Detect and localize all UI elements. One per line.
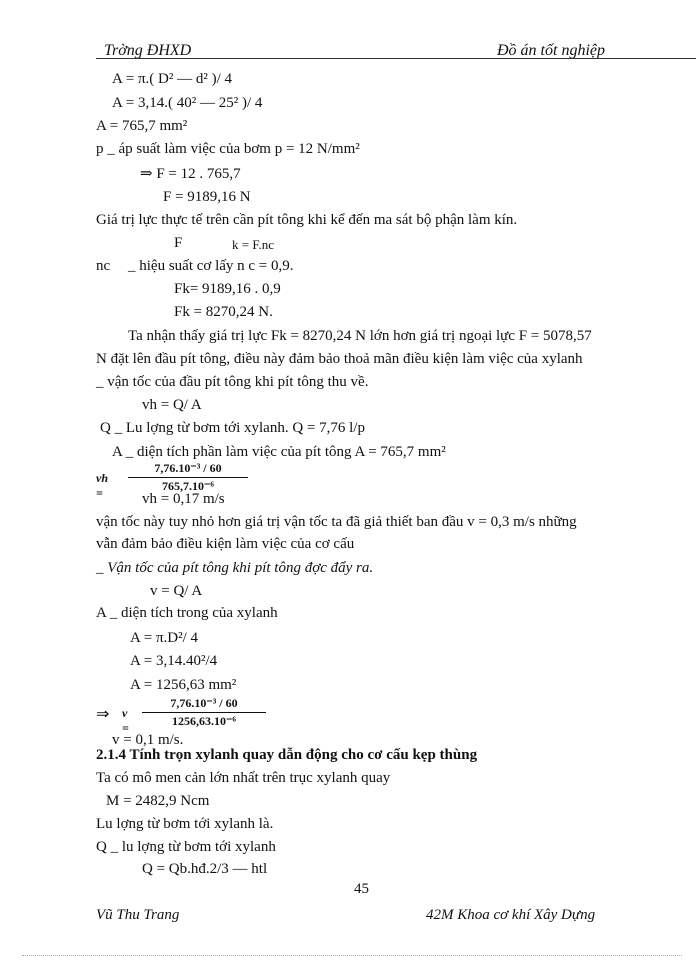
eq-vh-numerator: 7,76.10⁻³ / 60 (128, 461, 248, 478)
header-left: Trờng ĐHXD (104, 42, 192, 59)
footer-right: 42M Khoa cơ khí Xây Dựng (426, 907, 596, 923)
eq-v-formula: v = Q/ A (150, 583, 203, 599)
inner-area-definition: A _ diện tích trong của xylanh (96, 605, 278, 621)
eq-flow: Q = Qb.hđ.2/3 — htl (142, 861, 268, 877)
extend-velocity-heading: _ Vận tốc của pít tông khi pít tông đợc đẩy ra. (96, 560, 374, 576)
paragraph-moment: Ta có mô men cản lớn nhất trên trục xylanh quay (96, 770, 391, 786)
footer-left: Vũ Thu Trang (96, 907, 180, 923)
nc-symbol: nc (96, 258, 111, 274)
eq-moment: M = 2482,9 Ncm (106, 793, 210, 809)
paragraph-real-force: Giá trị lực thực tế trên cần pít tông khi kể đến ma sát bộ phận làm kín. (96, 212, 518, 228)
eq-force-result: F = 9189,16 N (163, 189, 251, 205)
section-heading: 2.1.4 Tính trọn xylanh quay dẫn động cho cơ cấu kẹp thùng (96, 747, 478, 763)
eq-fk-substitution: Fk= 9189,16 . 0,9 (174, 281, 281, 297)
eq-fk-symbol: F (174, 235, 183, 251)
eq-force-substitution: ⇒ F = 12 . 765,7 (140, 166, 241, 182)
implies-arrow: ⇒ (96, 706, 110, 723)
eq-vh-formula: vh = Q/ A (142, 397, 202, 413)
eq-inner-area-substitution: A = 3,14.40²/4 (130, 653, 218, 669)
eq-vh-result: vh = 0,17 m/s (142, 491, 225, 507)
paragraph-compare-line1: Ta nhận thấy giá trị lực Fk = 8270,24 N lớn hơn giá trị ngoại lực F = 5078,57 (128, 328, 592, 344)
header-right: Đồ án tốt nghiệp (497, 42, 605, 59)
eq-v-result: v = 0,1 m/s. (112, 732, 184, 748)
return-velocity-heading: _ vận tốc của đầu pít tông khi pít tông thu về. (96, 374, 369, 390)
eq-inner-area-formula: A = π.D²/ 4 (130, 630, 199, 646)
flow-definition-2: Q _ lu lợng từ bơm tới xylanh (96, 839, 276, 855)
eq-vh-lhs: vh = (96, 471, 108, 500)
flow-definition: Q _ Lu lợng từ bơm tới xylanh. Q = 7,76 l/p (100, 420, 365, 436)
eq-fk-definition: k = F.nc (232, 237, 275, 252)
pressure-definition: p _ áp suất làm việc của bơm p = 12 N/mm² (96, 141, 360, 157)
paragraph-compare-line2: N đặt lên đầu pít tông, điều này đảm bảo thoả mãn điều kiện làm việc của xylanh (96, 351, 583, 367)
eq-vh-denominator: 765,7.10⁻⁶ (162, 479, 214, 493)
eq-v-lhs: v = (122, 706, 129, 735)
area-working-definition: A _ diện tích phần làm việc của pít tông A = 765,7 mm² (112, 444, 446, 460)
paragraph-velocity-line2: vẫn đảm bảo điều kiện làm việc của cơ cấu (96, 536, 355, 552)
eq-v-denominator: 1256,63.10⁻⁶ (172, 714, 236, 728)
eq-area-formula: A = π.( D² — d² )/ 4 (112, 71, 233, 87)
eq-fk-result: Fk = 8270,24 N. (174, 304, 273, 320)
page-bottom-dotted-line (22, 955, 682, 956)
header-rule (96, 58, 696, 59)
eq-v-numerator: 7,76.10⁻³ / 60 (142, 696, 266, 713)
eq-area-result: A = 765,7 mm² (96, 118, 188, 134)
flow-intro: Lu lợng từ bơm tới xylanh là. (96, 816, 274, 832)
eq-inner-area-result: A = 1256,63 mm² (130, 677, 237, 693)
page-number: 45 (354, 881, 369, 897)
efficiency-definition: _ hiệu suất cơ lấy n c = 0,9. (128, 258, 294, 274)
paragraph-velocity-line1: vận tốc này tuy nhỏ hơn giá trị vận tốc ta đã giả thiết ban đầu v = 0,3 m/s những (96, 514, 577, 530)
eq-area-substitution: A = 3,14.( 40² — 25² )/ 4 (112, 95, 263, 111)
